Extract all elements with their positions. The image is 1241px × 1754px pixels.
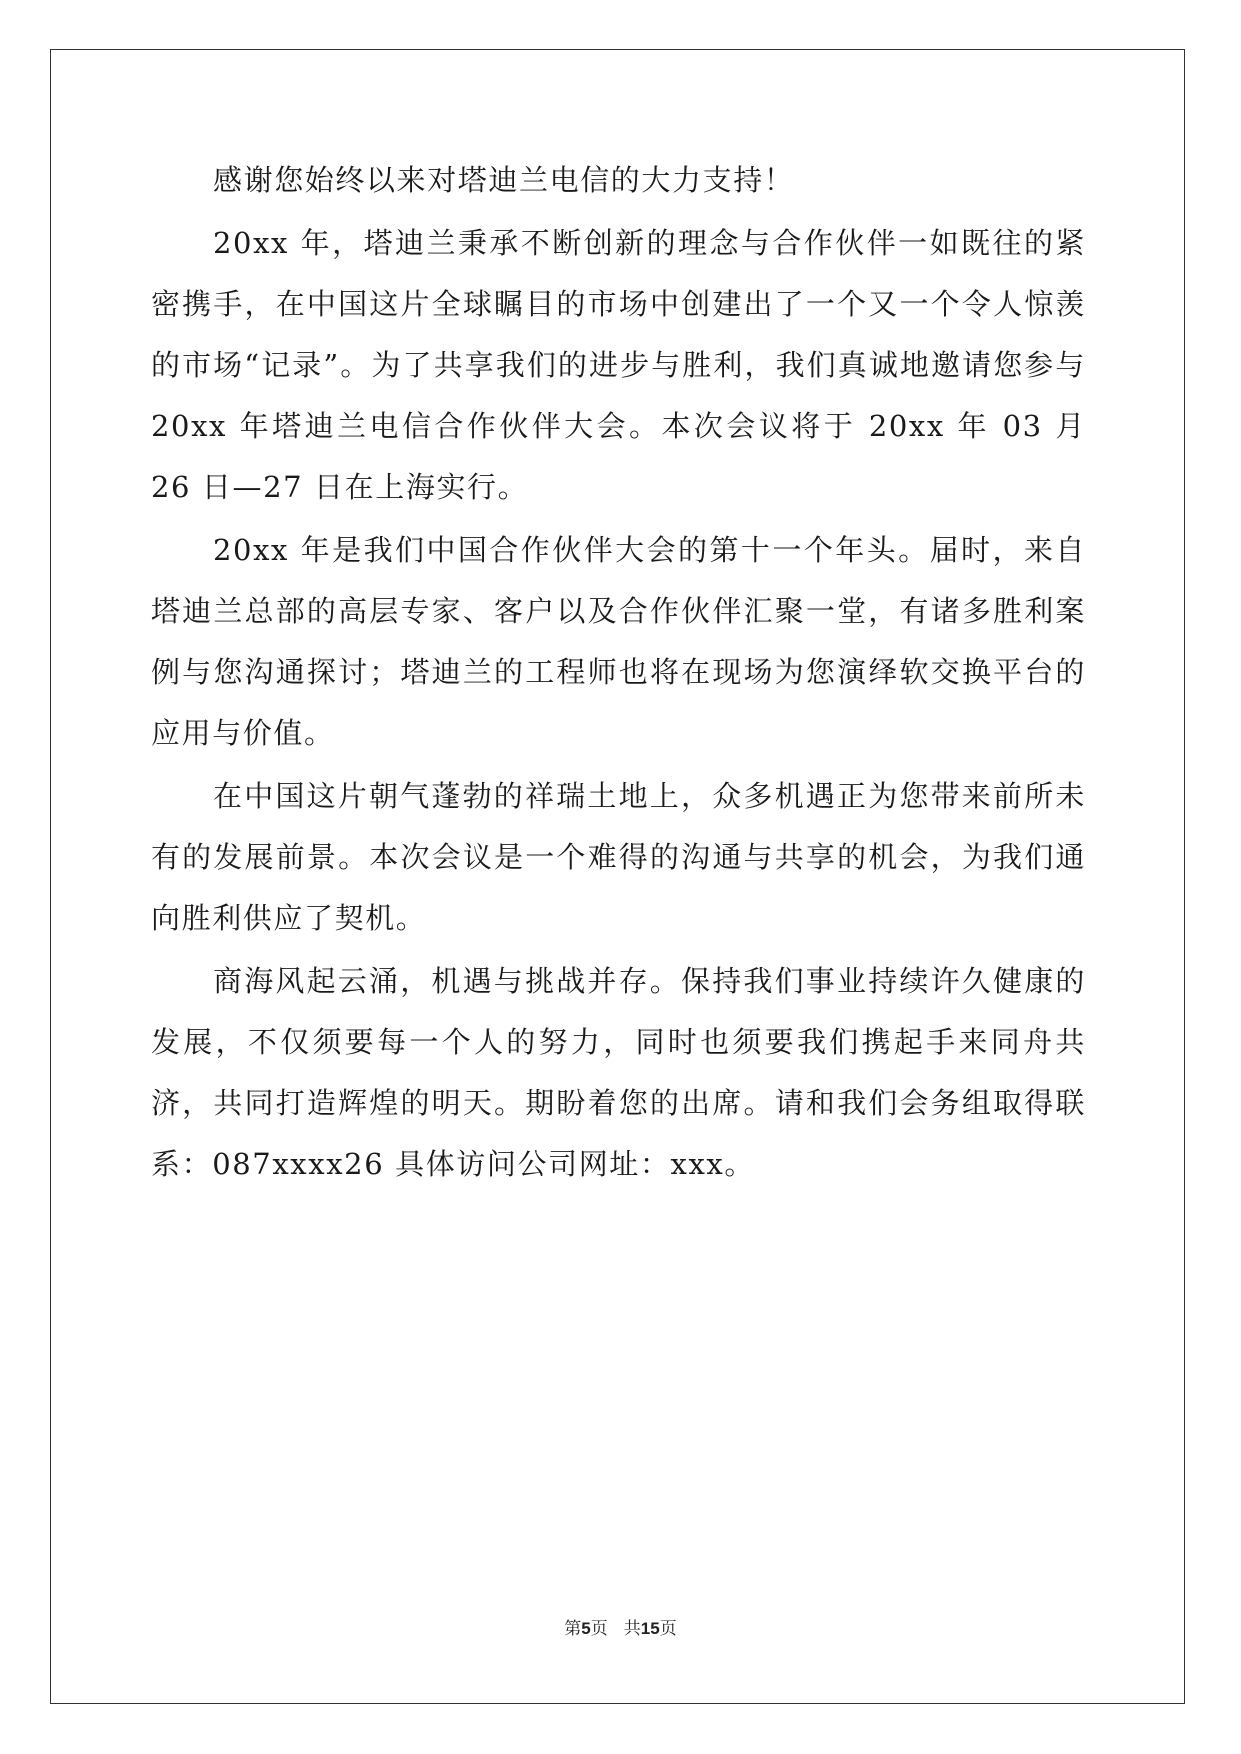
page-number: 5 bbox=[581, 1619, 591, 1638]
page-footer bbox=[0, 1618, 1241, 1640]
paragraph-conference-details: 20xx 年是我们中国合作伙伴大会的第十一个年头。届时，来自塔迪兰总部的高层专家、客户以及合作伙伴汇聚一堂，有诸多胜利案例与您沟通探讨；塔迪兰的工程师也将在现场为您演绎软交换平台的应用与价值。 bbox=[151, 533, 1086, 750]
paragraph-greeting: 感谢您始终以来对塔迪兰电信的大力支持！ bbox=[213, 163, 795, 197]
paragraph-closing-contact: 商海风起云涌，机遇与挑战并存。保持我们事业持续许久健康的发展，不仅须要每一个人的努力，同时也须要我们携起手来同舟共济，共同打造辉煌的明天。期盼着您的出席。请和我们会务组取得联系：087xxxx26 具体访问公司网址：xxx。 bbox=[151, 964, 1086, 1181]
paragraph-invitation: 20xx 年，塔迪兰秉承不断创新的理念与合作伙伴一如既往的紧密携手，在中国这片全球瞩目的市场中创建出了一个又一个令人惊羡的市场“记录”。为了共享我们的进步与胜利，我们真诚地邀请您参与 20xx 年塔迪兰电信合作伙伴大会。本次会议将于 20xx 年 03 月 26 日—27 日在上海实行。 bbox=[151, 226, 1086, 504]
page-prefix: 第 bbox=[564, 1619, 582, 1639]
total-prefix: 共 bbox=[623, 1619, 641, 1639]
letter-body bbox=[151, 150, 1086, 1197]
total-suffix: 页 bbox=[659, 1619, 677, 1639]
page-suffix: 页 bbox=[590, 1619, 608, 1639]
total-pages: 15 bbox=[640, 1619, 660, 1638]
paragraph-opportunity: 在中国这片朝气蓬勃的祥瑞土地上，众多机遇正为您带来前所未有的发展前景。本次会议是一个难得的沟通与共享的机会，为我们通向胜利供应了契机。 bbox=[151, 779, 1086, 935]
